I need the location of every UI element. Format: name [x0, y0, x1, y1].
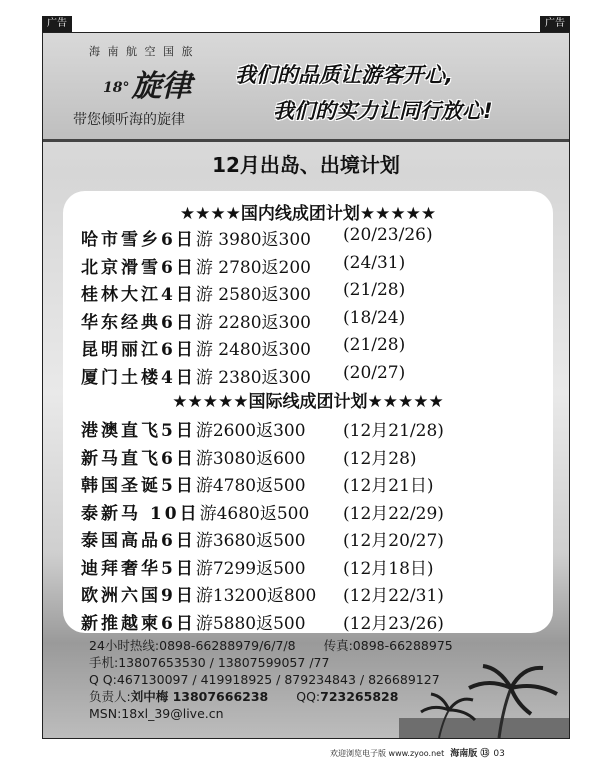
tour-dates: (21/28)	[343, 335, 406, 355]
tour-name: 新推越柬6日	[81, 613, 196, 634]
qq2-number: 723265828	[320, 689, 399, 704]
qq2-label: QQ:	[296, 689, 321, 704]
tour-plan-card	[63, 191, 553, 633]
tour-dates: (12月18日)	[343, 558, 434, 579]
brand-tagline: 海 南 航 空 国 旅	[89, 45, 195, 58]
tour-row	[81, 307, 406, 333]
tour-dates: (12月20/27)	[343, 531, 444, 551]
tour-dates: (12月22/29)	[343, 503, 444, 524]
msn-address: 18xl_39@live.cn	[121, 706, 224, 721]
plan-title: 12月出岛、出境计划	[212, 153, 400, 177]
ad-header	[43, 33, 569, 142]
tour-row	[81, 581, 444, 606]
tour-price: 游 2480返300	[195, 340, 311, 360]
tour-price: 游3680返500	[195, 531, 306, 551]
tour-price: 游 2780返200	[195, 257, 311, 278]
tour-price: 游 2580返300	[195, 285, 311, 305]
tour-price: 游4780返500	[195, 476, 306, 496]
tour-row	[81, 609, 444, 634]
tour-name: 港澳直飞5日	[81, 421, 196, 441]
palm-tree-decoration	[399, 648, 569, 738]
brand-logo-text: 旋律	[131, 69, 192, 104]
footer-edition: 海南版 ⑬	[450, 749, 490, 759]
tour-name: 华东经典6日	[81, 312, 196, 333]
footer-site-text: 欢迎浏览电子版 www.zyoo.net	[330, 749, 445, 758]
mobile-numbers: 13807653530 / 13807599057 /77	[118, 655, 330, 670]
tour-row	[81, 335, 406, 360]
fax-label: 传真:	[323, 638, 353, 653]
tour-row	[81, 252, 406, 278]
tour-name: 厦门土楼4日	[81, 367, 196, 388]
international-section-title: ★★★★★国际线成团计划★★★★★	[172, 392, 444, 412]
tour-price: 游7299返500	[195, 558, 306, 579]
fax-number: 0898-66288975	[352, 638, 453, 653]
tour-price: 游 3980返300	[195, 230, 311, 250]
tour-price: 游4680返500	[199, 503, 310, 524]
tour-dates: (12月22/31)	[343, 586, 444, 606]
brand-slogan: 带您倾听海的旋律	[73, 112, 185, 128]
tour-name: 韩国圣诞5日	[81, 476, 196, 496]
tour-dates: (12月21日)	[343, 476, 434, 496]
footer-page-number: 03	[493, 749, 505, 759]
tour-row	[81, 362, 406, 388]
advertisement-panel	[42, 32, 570, 739]
ad-tag-left: 广告	[42, 16, 72, 32]
tour-dates: (20/27)	[343, 362, 406, 383]
tour-price: 游 2280返300	[195, 312, 311, 333]
tour-row	[81, 280, 406, 305]
tour-name: 哈市雪乡6日	[81, 230, 196, 250]
page-footer	[330, 746, 505, 759]
brand-logo-number: 18°	[103, 80, 130, 96]
tour-dates: (24/31)	[343, 252, 406, 273]
domestic-section-title: ★★★★国内线成团计划★★★★★	[179, 204, 437, 224]
tour-dates: (12月28)	[343, 448, 417, 469]
qq-label: Q Q:	[89, 672, 117, 687]
tour-row	[81, 225, 433, 250]
tour-price: 游 2380返300	[195, 367, 311, 388]
tour-price: 游3080返600	[195, 448, 306, 469]
manager-contact: 刘中梅 13807666238	[130, 689, 269, 704]
headline-strength: 我们的实力让同行放心!	[273, 99, 493, 123]
tour-row	[81, 416, 444, 441]
tour-row	[81, 444, 417, 469]
hotline-number: 0898-66288979/6/7/8	[159, 638, 296, 653]
tour-price: 游5880返500	[195, 613, 306, 634]
tour-row	[81, 471, 434, 496]
headline-quality: 我们的品质让游客开心,	[235, 63, 453, 87]
tour-dates: (18/24)	[343, 307, 406, 328]
tour-dates: (20/23/26)	[343, 225, 433, 245]
tour-name: 泰新马 10日	[81, 503, 200, 524]
brand-logo	[103, 61, 191, 105]
tour-row	[81, 526, 444, 551]
tour-name: 北京滑雪6日	[81, 257, 196, 278]
qq-numbers: 467130097 / 419918925 / 879234843 / 826689127	[116, 672, 440, 687]
tour-name: 新马直飞6日	[81, 448, 196, 469]
tour-dates: (12月21/28)	[343, 421, 444, 441]
mobile-label: 手机:	[89, 655, 119, 670]
tour-name: 欧洲六国9日	[81, 586, 196, 606]
tour-name: 迪拜奢华5日	[81, 558, 196, 579]
tour-price: 游13200返800	[195, 586, 317, 606]
tour-dates: (21/28)	[343, 280, 406, 300]
tour-row	[81, 554, 434, 579]
tour-name: 泰国高品6日	[81, 531, 196, 551]
tour-price: 游2600返300	[195, 421, 306, 441]
tour-name: 昆明丽江6日	[81, 340, 196, 360]
hotline-label: 24小时热线:	[89, 638, 160, 653]
manager-label: 负责人:	[89, 689, 131, 704]
tour-name: 桂林大江4日	[81, 285, 196, 305]
tour-row	[81, 499, 444, 524]
msn-label: MSN:	[89, 706, 122, 721]
tour-dates: (12月23/26)	[343, 613, 444, 634]
ad-tag-right: 广告	[540, 16, 570, 32]
